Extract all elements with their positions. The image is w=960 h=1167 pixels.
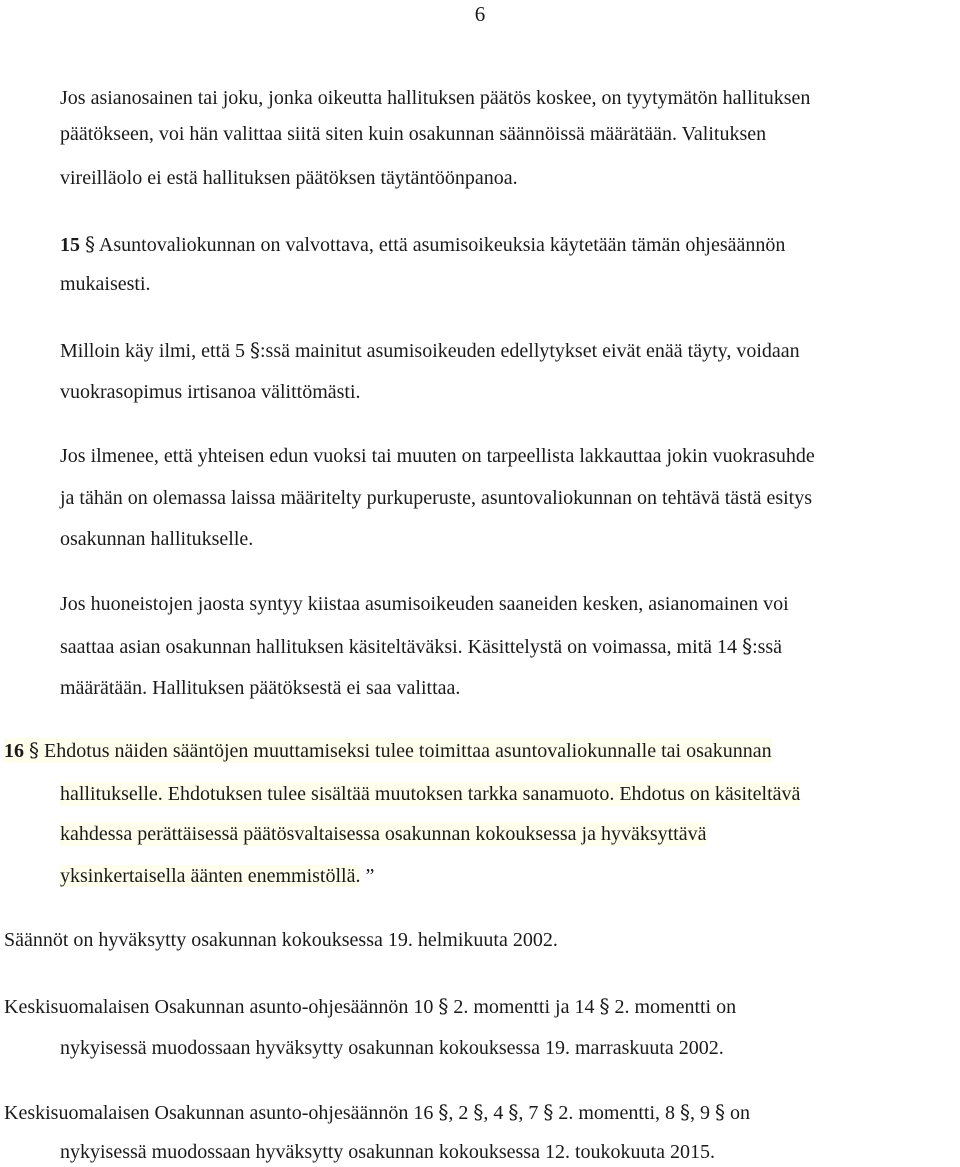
section-sign: §	[473, 1100, 484, 1124]
note-2-text-e: 2. momentti, 8	[558, 1102, 676, 1124]
section-15-text: Asuntovaliokunnan on valvottava, että asumisoikeuksia käytetään tämän ohjesäännön	[98, 234, 786, 256]
section-sign: §	[599, 994, 610, 1018]
section-sign: §	[29, 738, 39, 762]
note-2-text-a: Keskisuomalaisen Osakunnan asunto-ohjesäännön 16	[4, 1102, 434, 1124]
note-2-text-g: on	[730, 1102, 751, 1124]
section-sign: §	[715, 1100, 726, 1124]
section-sign: §	[508, 1100, 519, 1124]
section-15-number: 15	[60, 234, 80, 256]
note-1-text-b: 2. momentti ja 14	[453, 996, 595, 1018]
note-1-text-a: Keskisuomalaisen Osakunnan asunto-ohjesäännön 10	[4, 996, 434, 1018]
note-2-text-f: , 9	[690, 1102, 711, 1124]
para-appeal-line-3: vireilläolo ei estä hallituksen päätöksen täytäntöönpanoa.	[60, 167, 518, 189]
section-15-line-1	[60, 232, 785, 257]
amendment-note-2-line-2: nykyisessä muodossaan hyväksytty osakunnan kokouksessa 12. toukokuuta 2015.	[60, 1141, 715, 1163]
section-sign: §	[438, 994, 449, 1018]
para-kiista-line-2	[60, 634, 782, 659]
para-jos-ilmenee-line-3: osakunnan hallitukselle.	[60, 528, 254, 550]
section-16-text: Ehdotus näiden sääntöjen muuttamiseksi tulee toimittaa asuntovaliokunnalle tai osakunnan	[44, 740, 772, 762]
section-16-number: 16	[4, 740, 24, 762]
note-1-text-c: 2. momentti on	[614, 996, 737, 1018]
section-16-line-1	[4, 738, 772, 763]
page-number: 6	[474, 2, 486, 26]
para-milloin-text-b: :ssä mainitut asumisoikeuden edellytykset eivät enää täyty, voidaan	[259, 340, 800, 362]
closing-quote: ”	[365, 865, 375, 887]
para-kiista-text-b: :ssä	[752, 636, 783, 658]
approval-note: Säännöt on hyväksytty osakunnan kokouksessa 19. helmikuuta 2002.	[4, 929, 558, 951]
para-appeal-line-1: Jos asianosainen tai joku, jonka oikeutta hallituksen päätös koskee, on tyytymätön hallituksen	[60, 87, 811, 109]
para-appeal-line-2: päätökseen, voi hän valittaa siitä siten kuin osakunnan säännöissä määrätään. Valituksen	[60, 123, 767, 145]
note-2-text-b: , 2	[448, 1102, 469, 1124]
note-2-text-c: , 4	[483, 1102, 504, 1124]
section-sign: §	[680, 1100, 691, 1124]
note-2-text-d: , 7	[518, 1102, 539, 1124]
section-16-line-2: hallitukselle. Ehdotuksen tulee sisältää muutoksen tarkka sanamuoto. Ehdotus on käsiteltävä	[60, 783, 801, 805]
para-milloin-line-1	[60, 338, 800, 363]
section-sign: §	[249, 338, 260, 362]
para-milloin-text-a: Milloin käy ilmi, että 5	[60, 340, 245, 362]
para-kiista-line-3: määrätään. Hallituksen päätöksestä ei saa valittaa.	[60, 677, 461, 699]
section-16-line-3: kahdessa perättäisessä päätösvaltaisessa osakunnan kokouksessa ja hyväksyttävä	[60, 823, 707, 845]
section-15-line-2: mukaisesti.	[60, 273, 151, 295]
para-kiista-text-a: saattaa asian osakunnan hallituksen käsiteltäväksi. Käsittelystä on voimassa, mitä 14	[60, 636, 738, 658]
para-jos-ilmenee-line-2: ja tähän on olemassa laissa määritelty purkuperuste, asuntovaliokunnan on tehtävä tästä esitys	[60, 487, 813, 509]
section-sign: §	[438, 1100, 449, 1124]
amendment-note-1-line-1	[4, 994, 736, 1019]
section-sign: §	[742, 634, 753, 658]
para-kiista-line-1: Jos huoneistojen jaosta syntyy kiistaa asumisoikeuden saaneiden kesken, asianomainen voi	[60, 593, 789, 615]
para-milloin-line-2: vuokrasopimus irtisanoa välittömästi.	[60, 381, 361, 403]
section-sign: §	[543, 1100, 554, 1124]
section-sign: §	[85, 232, 95, 256]
amendment-note-1-line-2: nykyisessä muodossaan hyväksytty osakunnan kokouksessa 19. marraskuuta 2002.	[60, 1037, 724, 1059]
section-16-line-4	[60, 864, 374, 888]
amendment-note-2-line-1	[4, 1100, 750, 1125]
section-16-text-end: yksinkertaisella äänten enemmistöllä.	[60, 865, 361, 887]
para-jos-ilmenee-line-1: Jos ilmenee, että yhteisen edun vuoksi tai muuten on tarpeellista lakkauttaa jokin vuokrasuhde	[60, 445, 815, 467]
